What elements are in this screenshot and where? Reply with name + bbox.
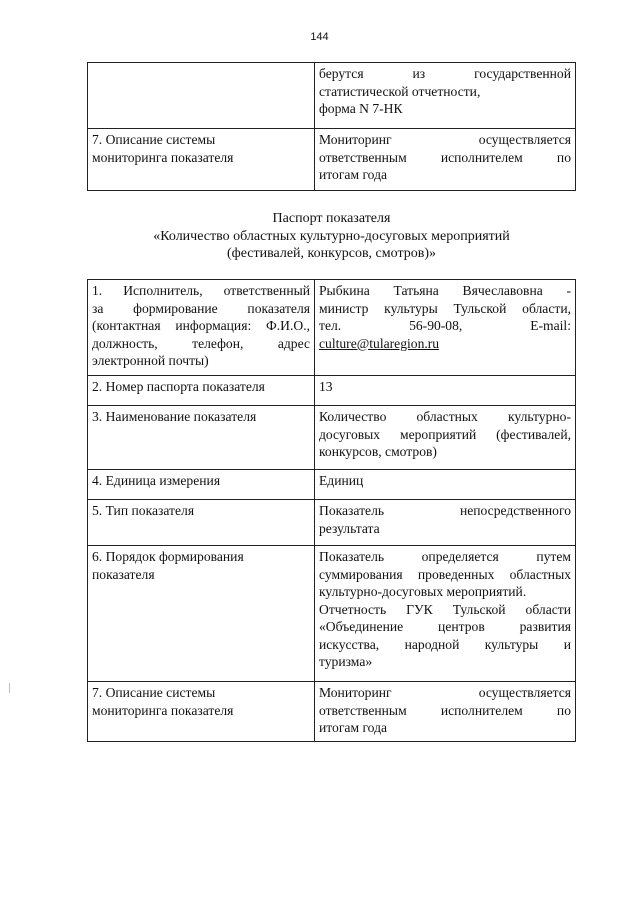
text-line: мониторинга показателя (92, 702, 234, 718)
text-line: 4. Единица измерения (92, 473, 221, 488)
text-line: берутся из государственной (319, 66, 571, 81)
table-cell-label (88, 682, 315, 742)
text-line: показателя (92, 566, 155, 582)
title-line: «Количество областных культурно-досуговых мероприятий (153, 228, 510, 244)
text-line: Мониторинг осуществляется (319, 685, 571, 700)
table-cell-label (88, 470, 315, 500)
table-cell-value (315, 470, 576, 500)
text-line: Отчетность ГУК Тульской области (319, 601, 571, 617)
table-row (88, 682, 576, 742)
text-line: Показатель определяется путем (319, 549, 571, 564)
text-line: итогам года (319, 167, 388, 182)
text-line: 13 (319, 379, 333, 394)
text-line: 6. Порядок формирования (92, 549, 244, 564)
text-line: итогам года (319, 720, 388, 735)
table-cell-source (315, 63, 576, 129)
text-line: 5. Тип показателя (92, 503, 195, 518)
table-row (88, 376, 576, 406)
page-number: 144 (310, 31, 329, 43)
text-line: форма N 7-НК (319, 101, 403, 116)
text-line: Рыбкина Татьяна Вячеславовна - (319, 283, 571, 298)
text-line: статистической отчетности, (319, 83, 481, 99)
table-cell-value (315, 546, 576, 682)
table-row (88, 406, 576, 470)
text-line: 3. Наименование показателя (92, 409, 257, 424)
table-cell-label (88, 500, 315, 546)
text-line: результата (319, 520, 380, 536)
table-row (88, 470, 576, 500)
table-cell-label (88, 406, 315, 470)
table-row (88, 500, 576, 546)
text-line: министр культуры Тульской области, (319, 300, 571, 316)
table-cell-value (315, 500, 576, 546)
text-line: культурно-досуговых мероприятий. (319, 584, 527, 599)
title-line: Паспорт показателя (272, 211, 391, 226)
text-line: искусства, народной культуры и (319, 636, 571, 652)
text-line: 1. Исполнитель, ответственный (92, 283, 310, 298)
text-line: Мониторинг осуществляется (319, 132, 571, 147)
text-line: 2. Номер паспорта показателя (92, 379, 265, 394)
table-row (88, 280, 576, 376)
text-line: ответственным исполнителем по (319, 149, 571, 165)
text-line: Показатель непосредственного (319, 503, 571, 518)
top-table (87, 62, 576, 191)
table-cell-label (88, 546, 315, 682)
text-line: (контактная информация: Ф.И.О., (92, 318, 310, 333)
text-line: суммирования проведенных областных (319, 566, 571, 582)
text-line: 7. Описание системы (92, 132, 216, 147)
table-row (88, 63, 576, 129)
passport-table (87, 279, 576, 742)
text-line: досуговых мероприятий (фестивалей, (319, 426, 571, 442)
text-line: за формирование показателя (92, 300, 310, 316)
text-line: тел. 56-90-08, E-mail: (319, 318, 571, 333)
text-line: туризма» (319, 654, 373, 669)
table-cell-value (315, 406, 576, 470)
table-cell-label (88, 280, 315, 376)
table-row (88, 129, 576, 191)
text-line: ответственным исполнителем по (319, 702, 571, 718)
table-cell-value (315, 280, 576, 376)
text-line: электронной почты) (92, 353, 209, 368)
text-line: конкурсов, смотров) (319, 444, 437, 459)
text-line: 7. Описание системы (92, 685, 216, 700)
table-cell-label (88, 376, 315, 406)
email-link[interactable]: culture@tularegion.ru (319, 335, 440, 351)
title-line: (фестивалей, конкурсов, смотров)» (226, 246, 437, 261)
scan-artifact (9, 683, 10, 693)
table-cell-value (315, 682, 576, 742)
table-cell-value (315, 129, 576, 191)
text-line: Количество областных культурно- (319, 409, 571, 424)
table-cell-label (88, 129, 315, 191)
text-line: Единиц (319, 473, 364, 488)
text-line: «Объединение центров развития (319, 619, 571, 634)
table-cell-empty (88, 63, 315, 129)
text-line: должность, телефон, адрес (92, 335, 310, 351)
text-line: мониторинга показателя (92, 149, 234, 165)
table-row (88, 546, 576, 682)
table-cell-value (315, 376, 576, 406)
passport-title (87, 210, 576, 263)
